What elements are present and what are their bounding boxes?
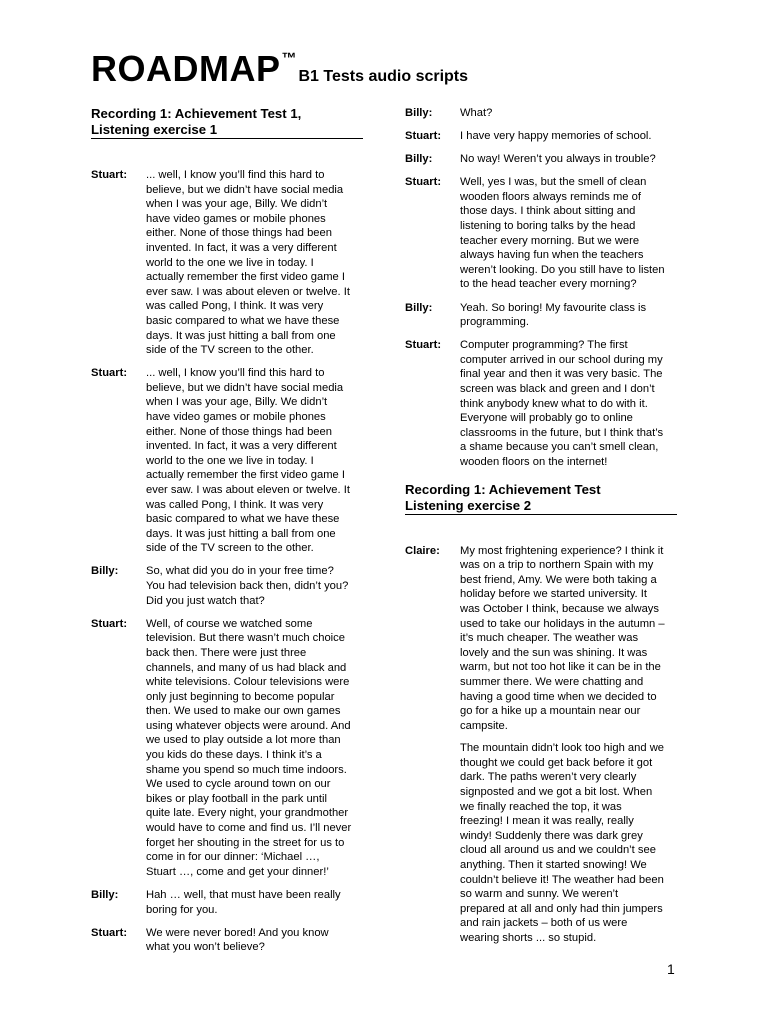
speech-line: anything. Then it started snowing! We bbox=[460, 859, 647, 872]
speech-line: have video games or mobile phones bbox=[146, 212, 326, 225]
speech-line: screen was black and green and I don’t bbox=[460, 383, 655, 395]
dialogue-entry bbox=[91, 366, 363, 556]
dialogue-entry bbox=[91, 888, 363, 917]
speech-text bbox=[146, 168, 363, 358]
speech-line: dark. The paths weren’t very clearly bbox=[460, 771, 637, 784]
speech-line: we used to play outside a lot more than bbox=[146, 734, 341, 747]
speech-line: actually remember the first video game I bbox=[146, 469, 345, 482]
speech-line: only just beginning to become popular bbox=[146, 690, 335, 703]
section-title-exercise-2 bbox=[405, 482, 677, 515]
speech-line: quite late. Every night, your grandmother bbox=[146, 807, 349, 820]
speech-line: ever saw. I was about eleven or twelve. It bbox=[146, 483, 350, 496]
speech-line: either. None of those things had been bbox=[146, 425, 332, 438]
speech-line: ever saw. I was about eleven or twelve. It bbox=[146, 285, 350, 298]
speech-line: side of the TV screen to the other. bbox=[146, 542, 314, 555]
speech-text bbox=[146, 888, 363, 917]
speech-line: actually remember the first video game I bbox=[146, 271, 345, 284]
dialogue-entry bbox=[91, 564, 363, 608]
speech-line: boring for you. bbox=[146, 903, 218, 916]
speech-line: windy! Suddenly there was dark grey bbox=[460, 829, 643, 842]
speech-line: was on a trip to northern Spain with my bbox=[460, 559, 654, 572]
speech-line: So, what did you do in your free time? bbox=[146, 565, 334, 578]
speech-line: world to the one we live in today. I bbox=[146, 256, 314, 269]
speech-line: What? bbox=[460, 107, 493, 119]
right-column bbox=[405, 106, 677, 954]
dialogue-entry bbox=[91, 617, 363, 880]
speech-line: invented. In fact, it was a very different bbox=[146, 241, 337, 254]
speech-line: best friend, Amy. We were both taking a bbox=[460, 573, 657, 586]
section-title-line: Listening exercise 1 bbox=[91, 122, 218, 137]
speech-line: wearing shorts ... so stupid. bbox=[460, 932, 597, 944]
speech-line: programming. bbox=[460, 316, 530, 329]
speech-line: The mountain didn’t look too high and we bbox=[460, 742, 664, 755]
speech-line: when I was your age, Billy. We didn’t bbox=[146, 198, 328, 211]
speech-line: warm, but not too hot like it can be in the bbox=[460, 661, 661, 674]
speech-line: We used to cycle around town on our bbox=[146, 778, 331, 791]
speech-line: Hah … well, that must have been really bbox=[146, 888, 341, 901]
speech-line: weren’t looking. Do you still have to listen bbox=[460, 263, 665, 276]
speech-line: television. But there wasn’t much choice bbox=[146, 632, 345, 645]
speech-line: lovely and the sun was shining. It was bbox=[460, 646, 648, 659]
speech-line: prepared at all and only had thin jumpers bbox=[460, 902, 663, 915]
speech-line: computer arrived in our school during my bbox=[460, 353, 663, 366]
speech-line: you kids do these days. I think it’s a bbox=[146, 749, 322, 762]
speech-line: think anybody knew what to do with it. bbox=[460, 397, 648, 410]
speech-line: and rain jackets – both of us were bbox=[460, 917, 628, 930]
brand-title: ROADMAP bbox=[91, 48, 281, 89]
speech-text bbox=[146, 366, 363, 556]
speech-line: world to the one we live in today. I bbox=[146, 454, 314, 467]
speech-line: side of the TV screen to the other. bbox=[146, 344, 314, 357]
document-header bbox=[91, 48, 468, 90]
document-subtitle: B1 Tests audio scripts bbox=[298, 68, 469, 85]
speech-line: My most frightening experience? I think it bbox=[460, 544, 664, 557]
speech-text bbox=[146, 617, 363, 880]
speech-line: channels, and many of us had black and bbox=[146, 661, 347, 674]
dialogue-entry bbox=[405, 175, 677, 292]
speaker-name: Stuart: bbox=[91, 367, 128, 380]
speech-line: so warm and sunny. We weren’t bbox=[460, 888, 619, 901]
dialogue-entry bbox=[91, 926, 363, 955]
speaker-name: Claire: bbox=[405, 544, 440, 557]
speech-line: would have to come and find us. I’ll never bbox=[146, 822, 352, 835]
speech-text bbox=[460, 129, 677, 144]
speech-text bbox=[146, 564, 363, 608]
page-number: 1 bbox=[667, 961, 675, 977]
speaker-name: Billy: bbox=[405, 107, 433, 119]
speech-line: having a good time when we decided to bbox=[460, 690, 657, 703]
speech-line: believe, but we didn’t have social media bbox=[146, 183, 344, 196]
speech-line: what you won’t believe? bbox=[146, 941, 265, 954]
speech-line: was October I think, because we always bbox=[460, 602, 659, 615]
speech-line: forget her shouting in the street for us to bbox=[146, 836, 345, 849]
transcript-left bbox=[91, 168, 363, 955]
transcript-right-bottom bbox=[405, 544, 677, 946]
speech-line: Well, of course we watched some bbox=[146, 617, 313, 630]
speech-line: days. It was just hitting a ball from one bbox=[146, 527, 336, 540]
speech-line: teacher every morning. But we were bbox=[460, 234, 640, 247]
speech-line: used to take our holidays in the autumn – bbox=[460, 617, 665, 630]
speech-line: holiday before we started university. It bbox=[460, 588, 647, 601]
speech-line: basic compared to what we have these bbox=[146, 314, 340, 327]
speech-line: Did you just watch that? bbox=[146, 594, 265, 607]
speaker-name: Billy: bbox=[405, 153, 433, 166]
speech-line: Well, yes I was, but the smell of clean bbox=[460, 176, 647, 189]
speech-line: days. It was just hitting a ball from one bbox=[146, 329, 336, 342]
dialogue-entry bbox=[405, 338, 677, 469]
speech-line: was called Pong, I think. It was very bbox=[146, 300, 324, 313]
left-column bbox=[91, 106, 363, 963]
speech-line: it’s much cheaper. The weather was bbox=[460, 632, 639, 645]
speech-line: You had television back then, didn’t you? bbox=[146, 580, 349, 593]
speech-text bbox=[460, 175, 677, 292]
speech-line: come in for our dinner: ‘Michael …, bbox=[146, 851, 320, 864]
speaker-name: Billy: bbox=[91, 565, 119, 578]
speech-line: campsite. bbox=[460, 719, 508, 732]
speech-line: freezing! I mean it was really, really bbox=[460, 815, 634, 828]
speech-line: was called Pong, I think. It was very bbox=[146, 498, 324, 511]
speech-line: shame you spend so much time indoors. bbox=[146, 763, 347, 776]
speech-line: Computer programming? The first bbox=[460, 339, 628, 352]
speech-line: then. We used to make our own games bbox=[146, 705, 341, 718]
speech-line: always having fun when the teachers bbox=[460, 249, 644, 262]
dialogue-entry bbox=[405, 544, 677, 946]
trademark-symbol: ™ bbox=[281, 50, 297, 67]
speech-line: Yeah. So boring! My favourite class is bbox=[460, 301, 647, 314]
section-title-line: Recording 1: Achievement Test bbox=[405, 481, 601, 497]
speech-line: invented. In fact, it was a very different bbox=[146, 440, 337, 453]
speaker-name: Stuart: bbox=[91, 169, 128, 181]
speech-line: a shame because you can’t smell clean, bbox=[460, 441, 659, 454]
section-title-line: Listening exercise 2 bbox=[405, 497, 532, 513]
speech-line: go for a hike up a mountain near our bbox=[460, 705, 641, 718]
dialogue-entry bbox=[405, 152, 677, 167]
speech-line: basic compared to what we have these bbox=[146, 513, 340, 526]
speech-line: We were never bored! And you know bbox=[146, 926, 329, 939]
speech-line: either. None of those things had been bbox=[146, 227, 332, 240]
speech-line: we finally reached the top, it was bbox=[460, 800, 622, 813]
speech-line: bikes or play football in the park until bbox=[146, 792, 327, 805]
speech-line: believe, but we didn’t have social media bbox=[146, 381, 344, 394]
speech-line: wooden floors always reminds me of bbox=[460, 190, 641, 203]
speech-line: white televisions. Colour televisions were bbox=[146, 676, 350, 689]
speech-line: those days. I think about sitting and bbox=[460, 205, 636, 218]
speaker-name: Stuart: bbox=[405, 339, 442, 352]
speech-text bbox=[460, 544, 677, 946]
speech-line: listening to boring talks by the head bbox=[460, 220, 636, 233]
speech-line: thought we could get back before it got bbox=[460, 756, 653, 769]
speech-line: wooden floors on the internet! bbox=[460, 455, 608, 468]
speech-line: to the head teacher every morning? bbox=[460, 278, 637, 291]
speaker-name: Billy: bbox=[405, 301, 433, 314]
speech-line: when I was your age, Billy. We didn’t bbox=[146, 396, 328, 409]
dialogue-entry bbox=[405, 301, 677, 330]
speech-line: No way! Weren’t you always in trouble? bbox=[460, 153, 656, 166]
speaker-name: Stuart: bbox=[91, 617, 128, 630]
speech-line: I have very happy memories of school. bbox=[460, 130, 652, 143]
dialogue-entry bbox=[91, 168, 363, 358]
speech-text bbox=[460, 301, 677, 330]
dialogue-entry bbox=[405, 106, 677, 121]
speech-line: classrooms in the future, but I think that’s bbox=[460, 426, 664, 439]
speech-line: signposted and we got a bit lost. When bbox=[460, 786, 653, 799]
speech-line: ... well, I know you’ll find this hard to bbox=[146, 169, 325, 181]
speech-text bbox=[146, 926, 363, 955]
speech-line: Everyone will probably go to online bbox=[460, 412, 633, 425]
speaker-name: Stuart: bbox=[91, 926, 128, 939]
speech-line: have video games or mobile phones bbox=[146, 411, 326, 423]
speech-line: summer there. We were chatting and bbox=[460, 675, 644, 688]
speech-line: couldn’t believe it! The weather had been bbox=[460, 873, 664, 886]
speech-line: ... well, I know you’ll find this hard to bbox=[146, 367, 325, 380]
section-title-line: Recording 1: Achievement Test 1, bbox=[91, 106, 302, 121]
section-title-exercise-1 bbox=[91, 106, 363, 139]
speech-line: cloud all around us and we couldn’t see bbox=[460, 844, 656, 857]
speaker-name: Stuart: bbox=[405, 176, 442, 189]
speech-line: back then. There were just three bbox=[146, 646, 307, 659]
speech-line: final year and then it was very basic. The bbox=[460, 368, 663, 381]
speaker-name: Billy: bbox=[91, 888, 119, 901]
speech-line: using whatever objects were around. And bbox=[146, 719, 351, 732]
speech-text bbox=[460, 106, 677, 121]
speech-line: Stuart …, come and get your dinner!’ bbox=[146, 865, 329, 878]
speaker-name: Stuart: bbox=[405, 130, 442, 143]
transcript-right-top bbox=[405, 106, 677, 470]
dialogue-entry bbox=[405, 129, 677, 144]
speech-text bbox=[460, 152, 677, 167]
speech-text bbox=[460, 338, 677, 469]
